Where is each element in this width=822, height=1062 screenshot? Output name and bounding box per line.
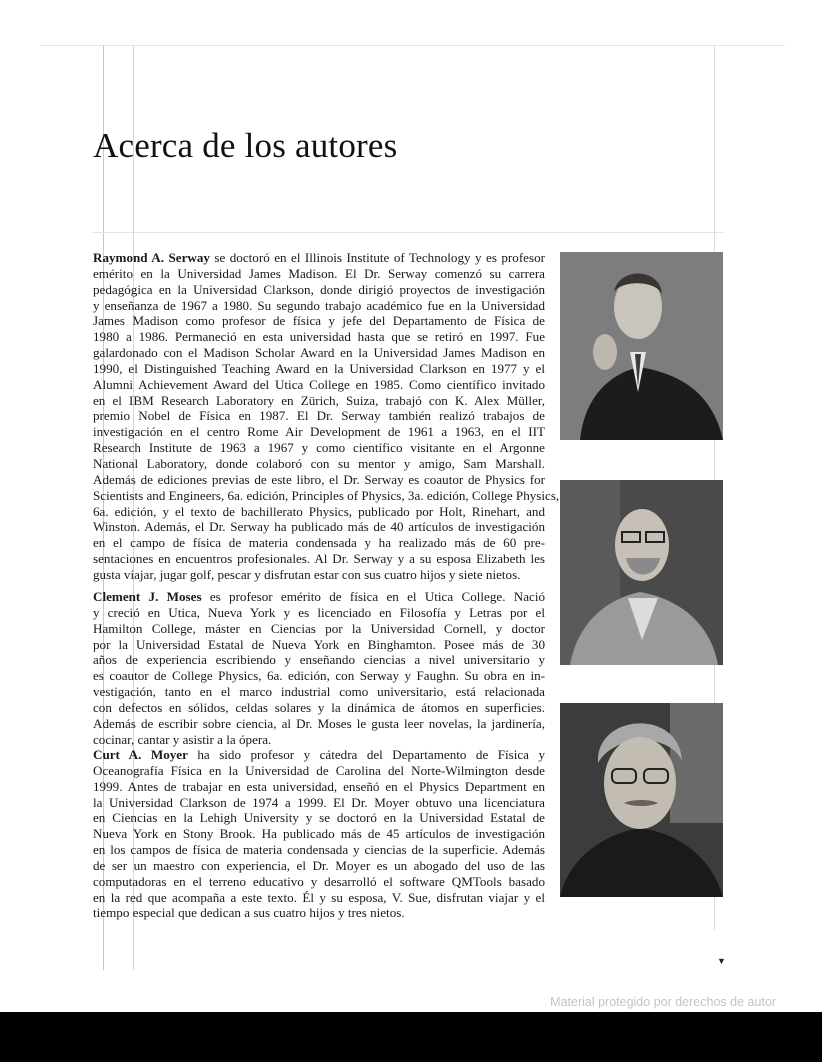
bio-line: es coautor de College Physics, 6a. edición, con Serway y Faughn. Su obra en in- — [93, 668, 545, 684]
bio-line: la Universidad Clarkson de 1974 a 1999. El Dr. Moyer obtuvo una licenciatura — [93, 794, 545, 810]
bio-line: en el campo de física de materia condensada y ha realizado más de 60 pre- — [93, 535, 545, 551]
bio-line: de ser un maestro con experiencia, el Dr. Moyer es un abogado del uso de las — [93, 857, 545, 873]
bio-line: con defectos en sólidos, celdas solares y la dinámica de átomos en superficies. — [93, 699, 545, 715]
bio-line — [93, 589, 545, 605]
guide-line — [93, 232, 723, 233]
bio-line: vestigación, tanto en el marco industrial como universitario, está relacionada — [93, 684, 545, 700]
bio-line: y creció en Utica, Nueva York y es licenciado en Filosofía y Letras por el — [93, 604, 545, 620]
author-photo-serway — [560, 252, 723, 440]
bio-line: National Laboratory, donde colaboró con su mentor y amigo, Sam Marshall. — [93, 455, 545, 471]
bio-line: Nueva York en Stony Brook. Ha publicado más de 45 artículos de investigación — [93, 826, 545, 842]
bio-line: pedagógica en la Universidad Clarkson, donde dirigió proyectos de investigación — [93, 281, 545, 297]
bio-line: y enseñanza de 1967 a 1980. Su segundo trabajo académico fue en la Universidad — [93, 297, 545, 313]
bio-line: en la red que acompaña a este texto. Él y su esposa, V. Sue, disfrutan viajar y el — [93, 889, 545, 905]
bio-line: cocinar, cantar y asistir a la ópera. — [93, 731, 272, 747]
bottom-black-bar — [0, 1012, 822, 1062]
author-bio-serway — [93, 250, 560, 583]
author-name: Raymond A. Serway — [93, 250, 210, 265]
bio-line: Winston. Además, el Dr. Serway ha publicado más de 40 artículos de investigación — [93, 519, 545, 535]
bio-line: en el IBM Research Laboratory en Zürich, Suiza, trabajó con K. Alex Müller, — [93, 392, 545, 408]
bio-line: computadoras en el terreno educativo y desarrolló el software QMTools basado — [93, 873, 545, 889]
bio-line: en los campos de física de materia condensada y ciencias de la superficie. Además — [93, 842, 545, 858]
bio-line: Research Institute de 1963 a 1967 y como científico visitante en el Argonne — [93, 440, 545, 456]
bio-line: en Ciencias en la Lehigh University y se doctoró en la Universidad Estatal de — [93, 810, 545, 826]
page-marker-icon: ▼ — [717, 956, 726, 966]
page-title: Acerca de los autores — [93, 126, 398, 165]
bio-line: 1999. Antes de trabajar en esta universidad, enseñó en el Physics Department en — [93, 778, 545, 794]
bio-line: Hamilton College, máster en Ciencias por la Universidad Cornell, y doctor — [93, 620, 545, 636]
bio-text: es profesor emérito de física en el Utica College. Nació — [201, 589, 546, 604]
bio-line — [93, 747, 545, 763]
bio-line: galardonado con el Madison Scholar Award en la Universidad James Madison en — [93, 345, 545, 361]
bio-line: Oceanografía Física en la Universidad de Carolina del Norte-Wilmington desde — [93, 762, 545, 778]
bio-line: Scientists and Engineers, 6a. edición, Principles of Physics, 3a. edición, College Physics, — [93, 487, 560, 503]
bio-line: Además de ediciones previas de este libro, el Dr. Serway es coautor de Physics for — [93, 471, 545, 487]
author-photo-moses — [560, 480, 723, 665]
bio-line: sentaciones en encuentros profesionales. Al Dr. Serway y a su esposa Elizabeth les — [93, 551, 545, 567]
guide-line — [40, 45, 785, 46]
bio-line: 1980 a 1986. Permaneció en esta universidad hasta que se retiró en 1997. Fue — [93, 329, 545, 345]
author-name: Curt A. Moyer — [93, 747, 188, 762]
bio-line: premio Nobel de Física en 1987. El Dr. Serway también realizó trabajos de — [93, 408, 545, 424]
author-photo-moyer — [560, 703, 723, 897]
bio-line: Además de escribir sobre ciencia, al Dr. Moses le gusta leer novelas, la jardinería, — [93, 715, 545, 731]
bio-text: se doctoró en el Illinois Institute of Technology y es profesor — [209, 250, 545, 265]
bio-line: gusta viajar, jugar golf, pescar y disfrutan estar con sus cuatro hijos y siete nietos. — [93, 566, 521, 582]
bio-text: ha sido profesor y cátedra del Departamento de Física y — [187, 747, 546, 762]
bio-line: James Madison como profesor de física y jefe del Departamento de Física de — [93, 313, 545, 329]
bio-line: por la Universidad Estatal de Nueva York en Binghamton. Posee más de 30 — [93, 636, 545, 652]
bio-line: Alumni Achievement Award del Utica College en 1985. Como científico invitado — [93, 376, 545, 392]
bio-line: investigación en el centro Rome Air Development de 1961 a 1963, en el IIT — [93, 424, 545, 440]
bio-line: 6a. edición, y el texto de bachillerato Physics, publicado por Holt, Rinehart, and — [93, 503, 545, 519]
author-name: Clement J. Moses — [93, 589, 202, 604]
author-bio-moyer — [93, 747, 545, 921]
copyright-watermark: Material protegido por derechos de autor — [550, 995, 776, 1009]
bio-line: tiempo especial que dedican a sus cuatro hijos y tres nietos. — [93, 905, 405, 921]
bio-line: años de experiencia escribiendo y enseñando ciencias a nivel universitario y — [93, 652, 545, 668]
author-bio-moses — [93, 589, 545, 747]
bio-line: emérito en la Universidad James Madison. El Dr. Serway comenzó su carrera — [93, 265, 545, 281]
bio-line — [93, 250, 545, 266]
bio-line: 1990, el Distinguished Teaching Award en la Universidad Clarkson en 1977 y el — [93, 360, 545, 376]
